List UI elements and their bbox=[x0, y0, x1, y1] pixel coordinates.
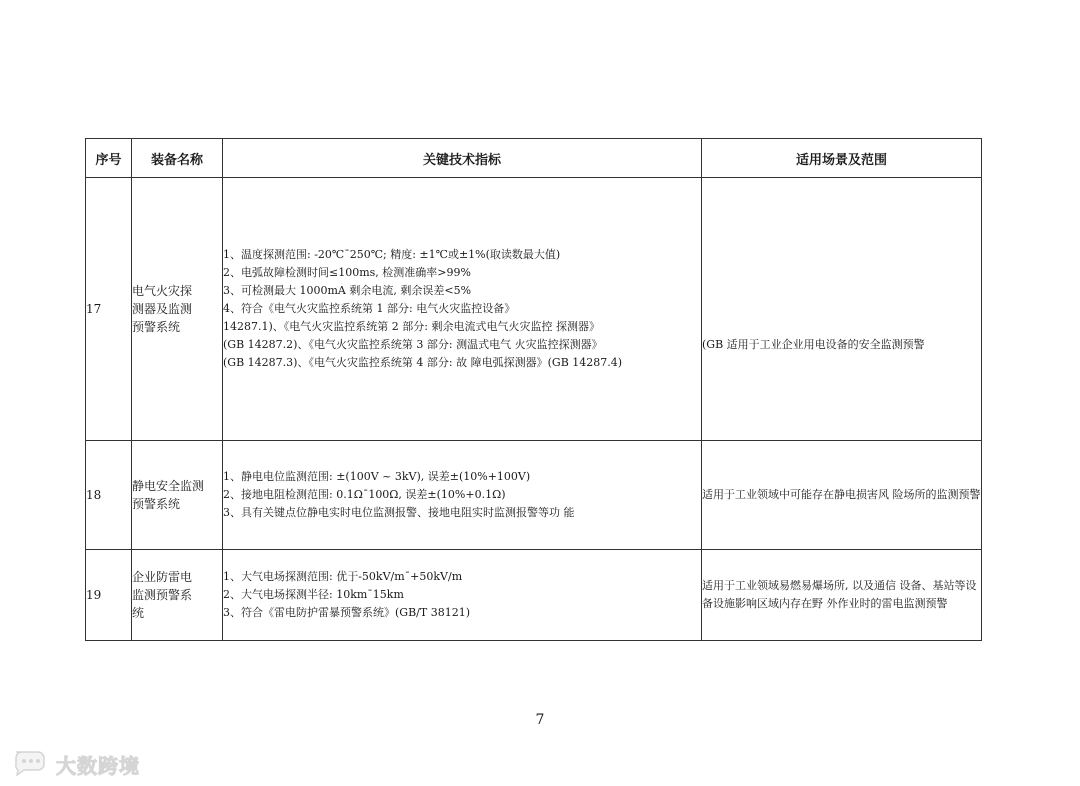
scope-cell bbox=[702, 178, 982, 441]
equipment-spec-table bbox=[85, 138, 982, 641]
header-key-specs: 关键技术指标 bbox=[223, 139, 702, 178]
watermark-text: 大数跨境 bbox=[56, 753, 140, 778]
spec-line: 14287.1)、《电气火灾监控系统第 2 部分: 剩余电流式电气火灾监控 探测器》 bbox=[223, 320, 600, 333]
spec-line: 1、温度探测范围: -20℃¯250℃; 精度: ±1℃或±1%(取读数最大值) bbox=[223, 248, 561, 261]
row-number: 17 bbox=[86, 178, 132, 441]
spec-line: 3、符合《雷电防护雷暴预警系统》(GB/T 38121) bbox=[223, 606, 470, 619]
row-number: 18 bbox=[86, 441, 132, 550]
spec-line: 3、可检测最大 1000mA 剩余电流, 剩余误差<5% bbox=[223, 284, 472, 297]
equipment-name-text: 企业防雷电 监测预警系 统 bbox=[132, 570, 193, 620]
watermark bbox=[10, 748, 140, 780]
scope-text: 适用于工业领域中可能存在静电损害风 险场所的监测预警 bbox=[702, 488, 981, 501]
row-number: 19 bbox=[86, 550, 132, 641]
chat-bubble-logo-icon bbox=[10, 748, 50, 780]
table-row bbox=[86, 441, 982, 550]
scope-cell bbox=[702, 441, 982, 550]
spec-cell bbox=[223, 441, 702, 550]
spec-line: 1、静电电位监测范围: ±(100V ~ 3kV), 误差±(10%+100V) bbox=[223, 470, 531, 483]
spec-line: 4、符合《电气火灾监控系统第 1 部分: 电气火灾监控设备》 bbox=[223, 302, 516, 315]
spec-line: 2、电弧故障检测时间≤100ms, 检测准确率>99% bbox=[223, 266, 471, 279]
spec-line: 2、接地电阻检测范围: 0.1Ω¯100Ω, 误差±(10%+0.1Ω) bbox=[223, 488, 506, 501]
spec-cell bbox=[223, 550, 702, 641]
spec-line: (GB 14287.2)、《电气火灾监控系统第 3 部分: 测温式电气 火灾监控探测器》 bbox=[223, 338, 603, 351]
equipment-name bbox=[132, 550, 223, 641]
table-row bbox=[86, 550, 982, 641]
equipment-name-text: 静电安全监测 预警系统 bbox=[132, 479, 205, 511]
scope-text: (GB 适用于工业企业用电设备的安全监测预警 bbox=[702, 338, 925, 351]
spec-line: 1、大气电场探测范围: 优于-50kV/m¯+50kV/m bbox=[223, 570, 463, 583]
header-equipment-name: 装备名称 bbox=[132, 139, 223, 178]
equipment-name-text: 电气火灾探 测器及监测 预警系统 bbox=[132, 284, 193, 334]
table-header-row bbox=[86, 139, 982, 178]
scope-text: 适用于工业领域易燃易爆场所, 以及通信 设备、基站等设备设施影响区域内存在野 外作业时的雷电监测预警 bbox=[702, 579, 977, 610]
equipment-name bbox=[132, 178, 223, 441]
equipment-name bbox=[132, 441, 223, 550]
page-number: 7 bbox=[535, 712, 545, 728]
header-scope: 适用场景及范围 bbox=[702, 139, 982, 178]
spec-line: (GB 14287.3)、《电气火灾监控系统第 4 部分: 故 障电弧探测器》(GB 14287.4) bbox=[223, 356, 623, 369]
spec-line: 3、具有关键点位静电实时电位监测报警、接地电阻实时监测报警等功 能 bbox=[223, 506, 575, 519]
header-serial-no: 序号 bbox=[86, 139, 132, 178]
spec-line: 2、大气电场探测半径: 10km¯15km bbox=[223, 588, 404, 601]
spec-cell bbox=[223, 178, 702, 441]
scope-cell bbox=[702, 550, 982, 641]
table-row bbox=[86, 178, 982, 441]
